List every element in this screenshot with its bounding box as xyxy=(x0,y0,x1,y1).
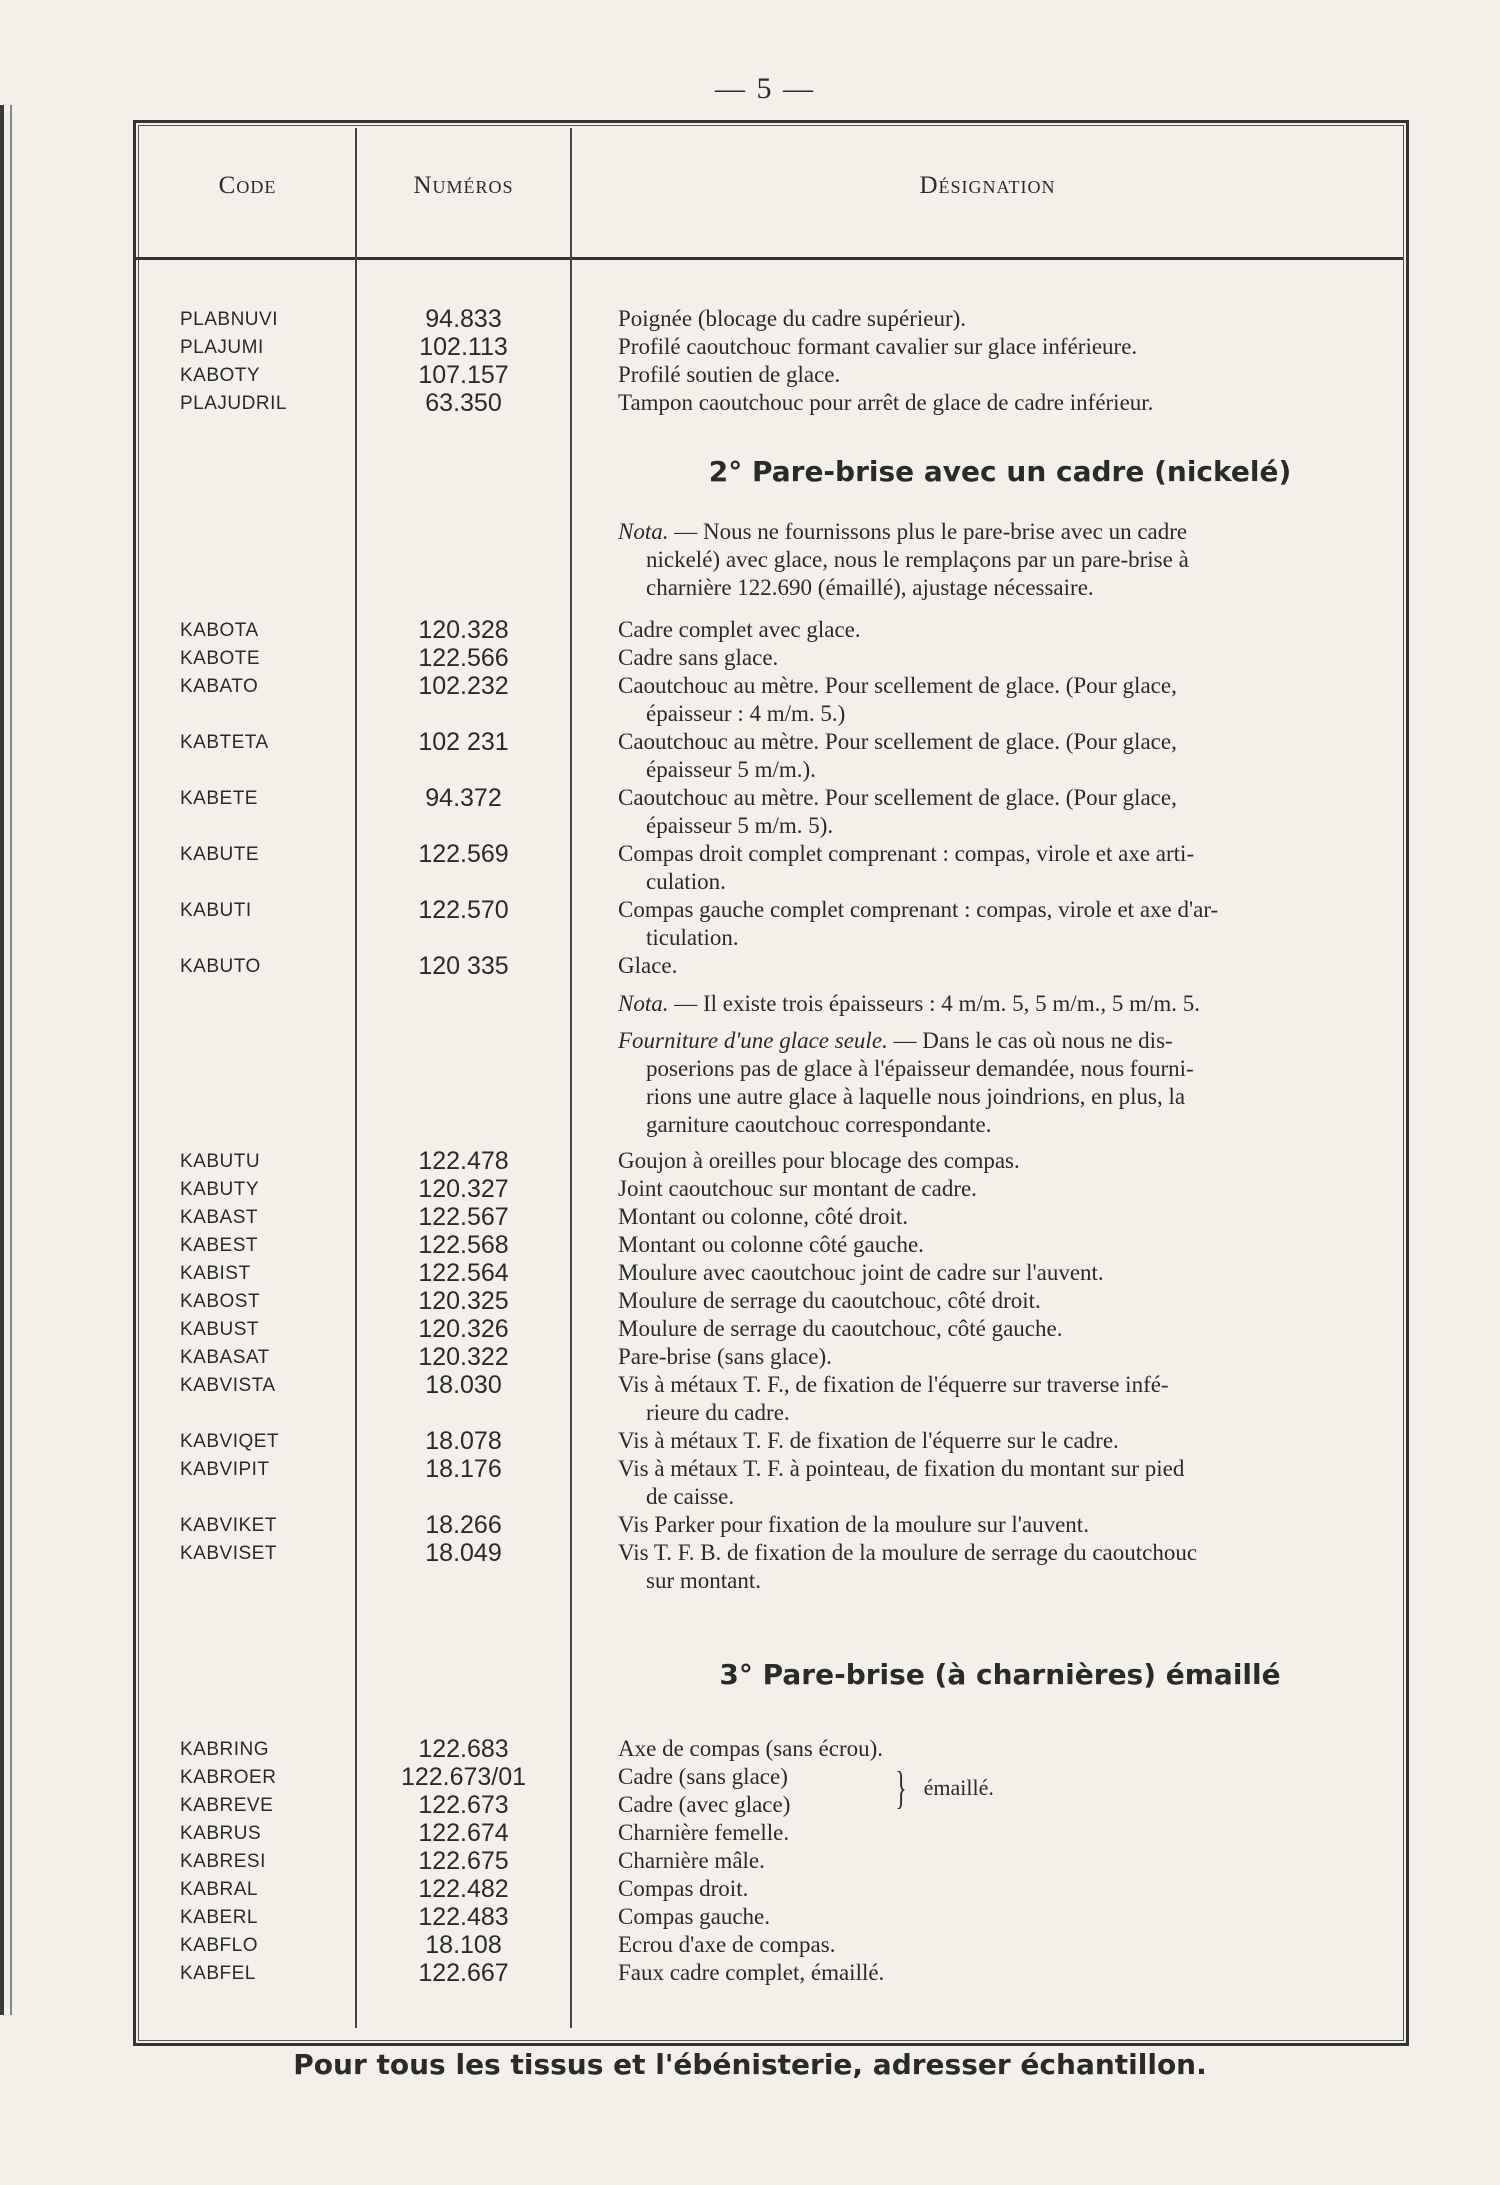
nota-line: charnière 122.690 (émaillé), ajustage nécessaire. xyxy=(646,575,1094,600)
designation-line: Cadre (sans glace) xyxy=(618,1764,788,1789)
part-number: 122.568 xyxy=(418,1231,509,1259)
footer-note: Pour tous les tissus et l'ébénisterie, adresser échantillon. xyxy=(293,2048,1207,2081)
designation-line: Tampon caoutchouc pour arrêt de glace de cadre inférieur. xyxy=(618,390,1154,415)
part-code: KABVIQET xyxy=(180,1431,280,1452)
part-code: KABUTE xyxy=(180,844,260,865)
part-designation xyxy=(618,1343,1378,1371)
part-code: KABERL xyxy=(180,1907,258,1928)
designation-line: Vis Parker pour fixation de la moulure sur l'auvent. xyxy=(618,1512,1089,1537)
designation-line: Ecrou d'axe de compas. xyxy=(618,1932,836,1957)
designation-line: Vis à métaux T. F. à pointeau, de fixation du montant sur pied xyxy=(618,1456,1185,1481)
designation-line: sur montant. xyxy=(646,1568,761,1593)
part-designation xyxy=(618,1763,1378,1791)
part-code: KABVIKET xyxy=(180,1515,277,1536)
part-number: 18.049 xyxy=(425,1539,502,1567)
part-code: KABOTA xyxy=(180,620,259,641)
part-code: KABFLO xyxy=(180,1935,258,1956)
part-number: 18.108 xyxy=(425,1931,502,1959)
designation-line: Montant ou colonne, côté droit. xyxy=(618,1204,908,1229)
designation-line: Vis T. F. B. de fixation de la moulure de serrage du caoutchouc xyxy=(618,1540,1198,1565)
part-number: 122.569 xyxy=(418,840,509,868)
part-designation xyxy=(618,1791,1378,1819)
part-designation xyxy=(618,1539,1378,1595)
designation-line: Cadre (avec glace) xyxy=(618,1792,791,1817)
part-number: 18.176 xyxy=(425,1455,502,1483)
part-number: 94.833 xyxy=(425,305,502,333)
header-rule xyxy=(133,257,1403,260)
designation-line: Profilé caoutchouc formant cavalier sur glace inférieure. xyxy=(618,334,1138,359)
designation-line: épaisseur 5 m/m. 5). xyxy=(646,813,834,838)
brace-mark: } xyxy=(895,1762,907,1813)
part-code: KABIST xyxy=(180,1263,251,1284)
nota-label: Nota. xyxy=(618,991,669,1016)
part-code: KABFEL xyxy=(180,1963,256,1984)
part-number: 120 335 xyxy=(418,952,509,980)
part-code: KABVISTA xyxy=(180,1375,276,1396)
part-code: KABRESI xyxy=(180,1851,266,1872)
part-number: 120.326 xyxy=(418,1315,509,1343)
designation-line: Cadre sans glace. xyxy=(618,645,779,670)
part-designation xyxy=(618,1847,1378,1875)
part-code: KABOTE xyxy=(180,648,261,669)
part-designation xyxy=(618,389,1378,417)
part-number: 107.157 xyxy=(418,361,509,389)
designation-line: Montant ou colonne côté gauche. xyxy=(618,1232,924,1257)
part-number: 122.674 xyxy=(418,1819,509,1847)
part-designation xyxy=(618,672,1378,728)
part-code: KABEST xyxy=(180,1235,258,1256)
designation-line: Compas droit. xyxy=(618,1876,749,1901)
part-number: 102.232 xyxy=(418,672,509,700)
part-code: PLABNUVI xyxy=(180,309,278,330)
part-designation xyxy=(618,1315,1378,1343)
part-designation xyxy=(618,616,1378,644)
part-designation xyxy=(618,1371,1378,1427)
nota-label: Nota. xyxy=(618,519,669,544)
part-designation xyxy=(618,952,1378,980)
part-number: 120.328 xyxy=(418,616,509,644)
part-number: 102.113 xyxy=(419,333,508,361)
nota-text: — Il existe trois épaisseurs : 4 m/m. 5, 5 m/m., 5 m/m. 5. xyxy=(674,991,1200,1016)
nota-line: nickelé) avec glace, nous le remplaçons par un pare-brise à xyxy=(646,547,1189,572)
part-number: 120.325 xyxy=(418,1287,509,1315)
part-code: PLAJUMI xyxy=(180,337,264,358)
designation-line: Joint caoutchouc sur montant de cadre. xyxy=(618,1176,977,1201)
part-code: KABUTI xyxy=(180,900,252,921)
part-designation xyxy=(618,1231,1378,1259)
part-code: KABAST xyxy=(180,1207,258,1228)
part-number: 122.567 xyxy=(418,1203,509,1231)
designation-line: Pare-brise (sans glace). xyxy=(618,1344,832,1369)
part-code: KABRUS xyxy=(180,1823,262,1844)
part-number: 122.673 xyxy=(418,1791,509,1819)
part-designation xyxy=(618,896,1378,952)
part-designation xyxy=(618,840,1378,896)
part-number: 122.566 xyxy=(418,644,509,672)
part-number: 18.266 xyxy=(425,1511,502,1539)
part-designation xyxy=(618,1287,1378,1315)
part-number: 122.667 xyxy=(418,1959,509,1987)
designation-line: Compas gauche. xyxy=(618,1904,771,1929)
designation-line: Caoutchouc au mètre. Pour scellement de glace. (Pour glace, xyxy=(618,673,1177,698)
part-number: 122.564 xyxy=(418,1259,509,1287)
part-designation xyxy=(618,305,1378,333)
designation-line: Vis à métaux T. F. de fixation de l'équerre sur le cadre. xyxy=(618,1428,1119,1453)
part-designation xyxy=(618,644,1378,672)
designation-line: Cadre complet avec glace. xyxy=(618,617,861,642)
part-number: 122.482 xyxy=(418,1875,509,1903)
part-number: 122.483 xyxy=(418,1903,509,1931)
part-code: KABREVE xyxy=(180,1795,274,1816)
designation-line: Charnière mâle. xyxy=(618,1848,765,1873)
part-number: 94.372 xyxy=(425,784,502,812)
fourniture-line: — Dans le cas où nous ne dis- xyxy=(893,1028,1173,1053)
part-number: 120.327 xyxy=(418,1175,509,1203)
part-number: 122.673/01 xyxy=(400,1763,527,1791)
part-code: KABUST xyxy=(180,1319,260,1340)
section-title-2: 2° Pare-brise avec un cadre (nickelé) xyxy=(708,455,1292,488)
part-code: KABROER xyxy=(180,1767,277,1788)
header-numeros: Numéros xyxy=(413,172,514,199)
designation-line: Moulure de serrage du caoutchouc, côté gauche. xyxy=(618,1316,1063,1341)
designation-line: épaisseur : 4 m/m. 5.) xyxy=(646,701,846,726)
part-number: 63.350 xyxy=(425,389,502,417)
designation-line: Charnière femelle. xyxy=(618,1820,790,1845)
part-number: 122.675 xyxy=(418,1847,509,1875)
header-designation: Désignation xyxy=(919,172,1056,199)
part-code: KABUTO xyxy=(180,956,261,977)
part-code: KABUTY xyxy=(180,1179,260,1200)
designation-line: Caoutchouc au mètre. Pour scellement de glace. (Pour glace, xyxy=(618,785,1177,810)
part-code: KABRING xyxy=(180,1739,270,1760)
part-designation xyxy=(618,1175,1378,1203)
header-code: Code xyxy=(218,172,277,199)
part-number: 122.570 xyxy=(418,896,509,924)
designation-line: Poignée (blocage du cadre supérieur). xyxy=(618,306,967,331)
designation-line: Compas gauche complet comprenant : compas, virole et axe d'ar- xyxy=(618,897,1219,922)
designation-line: Moulure avec caoutchouc joint de cadre sur l'auvent. xyxy=(618,1260,1104,1285)
part-number: 18.078 xyxy=(425,1427,502,1455)
designation-line: Profilé soutien de glace. xyxy=(618,362,841,387)
part-designation xyxy=(618,784,1378,840)
part-number: 122.478 xyxy=(418,1147,509,1175)
designation-line: Axe de compas (sans écrou). xyxy=(618,1736,884,1761)
designation-line: Vis à métaux T. F., de fixation de l'équerre sur traverse infé- xyxy=(618,1372,1169,1397)
part-code: KABVIPIT xyxy=(180,1459,270,1480)
fourniture-label: Fourniture d'une glace seule. xyxy=(618,1028,888,1053)
part-code: KABVISET xyxy=(180,1543,277,1564)
binding-rule xyxy=(0,105,4,2015)
part-code: KABRAL xyxy=(180,1879,258,1900)
part-number: 122.683 xyxy=(418,1735,509,1763)
designation-line: Glace. xyxy=(618,953,678,978)
designation-line: Faux cadre complet, émaillé. xyxy=(618,1960,885,1985)
part-number: 102 231 xyxy=(418,728,509,756)
part-designation xyxy=(618,1259,1378,1287)
part-designation xyxy=(618,728,1378,784)
part-designation xyxy=(618,333,1378,361)
part-code: KABASAT xyxy=(180,1347,270,1368)
fourniture-note xyxy=(618,1027,1378,1139)
nota-section-2 xyxy=(618,518,1378,602)
designation-line: rieure du cadre. xyxy=(646,1400,790,1425)
part-designation xyxy=(618,1147,1378,1175)
part-designation xyxy=(618,1931,1378,1959)
brace-label: émaillé. xyxy=(923,1775,994,1800)
designation-line: ticulation. xyxy=(646,925,739,950)
part-number: 120.322 xyxy=(418,1343,509,1371)
page-number: — 5 — xyxy=(715,72,815,105)
nota-thickness xyxy=(618,990,1378,1018)
fourniture-line: rions une autre glace à laquelle nous joindrions, en plus, la xyxy=(646,1084,1186,1109)
part-designation xyxy=(618,1959,1378,1987)
designation-line: épaisseur 5 m/m.). xyxy=(646,757,816,782)
part-designation xyxy=(618,1427,1378,1455)
part-code: KABETE xyxy=(180,788,258,809)
designation-line: de caisse. xyxy=(646,1484,735,1509)
part-code: KABOTY xyxy=(180,365,261,386)
part-designation xyxy=(618,1819,1378,1847)
part-designation xyxy=(618,1875,1378,1903)
part-code: PLAJUDRIL xyxy=(180,393,287,414)
designation-line: Goujon à oreilles pour blocage des compas. xyxy=(618,1148,1020,1173)
part-code: KABOST xyxy=(180,1291,261,1312)
section-title-3: 3° Pare-brise (à charnières) émaillé xyxy=(719,1658,1281,1691)
designation-line: culation. xyxy=(646,869,726,894)
part-designation xyxy=(618,1511,1378,1539)
part-designation xyxy=(618,1735,1378,1763)
part-designation xyxy=(618,361,1378,389)
designation-line: Caoutchouc au mètre. Pour scellement de glace. (Pour glace, xyxy=(618,729,1177,754)
designation-line: Compas droit complet comprenant : compas, virole et axe arti- xyxy=(618,841,1195,866)
part-number: 18.030 xyxy=(425,1371,502,1399)
brace-group xyxy=(890,1763,994,1813)
nota-line: — Nous ne fournissons plus le pare-brise avec un cadre xyxy=(674,519,1188,544)
fourniture-line: garniture caoutchouc correspondante. xyxy=(646,1112,992,1137)
part-code: KABUTU xyxy=(180,1151,261,1172)
binding-rule-thin xyxy=(10,105,12,2015)
part-designation xyxy=(618,1203,1378,1231)
column-divider-2 xyxy=(570,128,572,2028)
part-designation xyxy=(618,1903,1378,1931)
part-code: KABTETA xyxy=(180,732,269,753)
part-code: KABATO xyxy=(180,676,259,697)
fourniture-line: poserions pas de glace à l'épaisseur demandée, nous fourni- xyxy=(646,1056,1194,1081)
designation-line: Moulure de serrage du caoutchouc, côté droit. xyxy=(618,1288,1041,1313)
part-designation xyxy=(618,1455,1378,1511)
